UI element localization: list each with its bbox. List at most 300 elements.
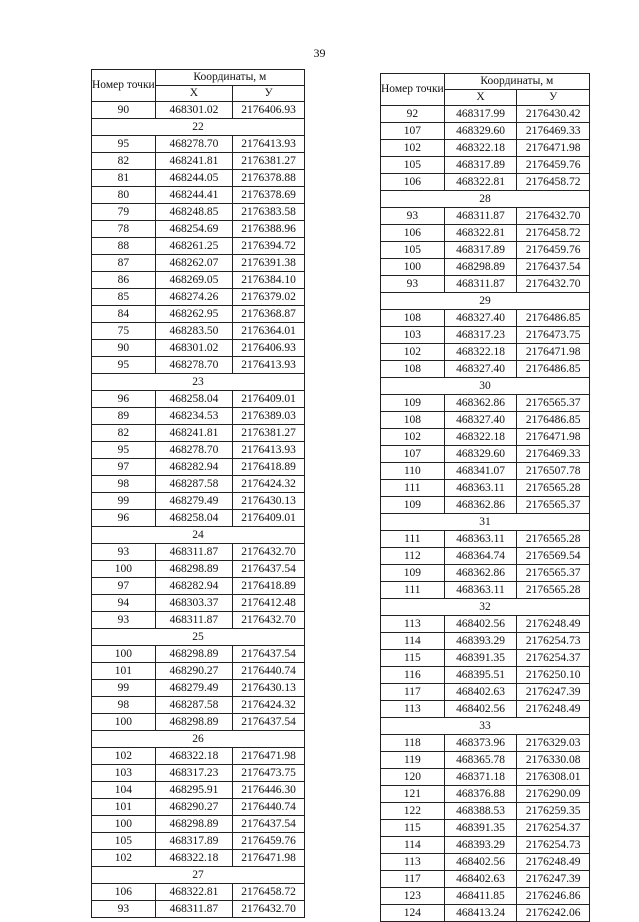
x-coordinate: 468327.40 <box>444 412 517 429</box>
point-number: 100 <box>92 561 156 578</box>
y-coordinate: 2176378.88 <box>233 170 305 187</box>
point-number: 93 <box>381 276 445 293</box>
table-row <box>381 837 590 854</box>
x-coordinate: 468362.86 <box>444 497 517 514</box>
table-row <box>381 361 590 378</box>
x-coordinate: 468364.74 <box>444 548 517 565</box>
point-number: 99 <box>92 493 156 510</box>
point-number: 108 <box>381 361 445 378</box>
x-coordinate: 468298.89 <box>155 816 232 833</box>
point-number: 112 <box>381 548 445 565</box>
point-number: 121 <box>381 786 445 803</box>
point-number: 93 <box>92 901 156 918</box>
x-coordinate: 468329.60 <box>444 123 517 140</box>
y-coordinate: 2176247.39 <box>517 684 590 701</box>
x-coordinate: 468393.29 <box>444 633 517 650</box>
coordinates-table-right <box>380 73 590 922</box>
section-number: 28 <box>381 191 590 208</box>
x-coordinate: 468317.23 <box>444 327 517 344</box>
x-coordinate: 468322.18 <box>444 344 517 361</box>
y-coordinate: 2176248.49 <box>517 854 590 871</box>
table-row <box>92 765 305 782</box>
point-number: 78 <box>92 221 156 238</box>
table-row <box>381 123 590 140</box>
section-number: 33 <box>381 718 590 735</box>
x-coordinate: 468376.88 <box>444 786 517 803</box>
table-row <box>92 901 305 918</box>
point-number: 87 <box>92 255 156 272</box>
point-number: 109 <box>381 565 445 582</box>
y-coordinate: 2176413.93 <box>233 442 305 459</box>
x-coordinate: 468298.89 <box>444 259 517 276</box>
section-row <box>381 718 590 735</box>
x-coordinate: 468298.89 <box>155 561 232 578</box>
x-coordinate: 468290.27 <box>155 663 232 680</box>
y-coordinate: 2176446.30 <box>233 782 305 799</box>
point-number: 84 <box>92 306 156 323</box>
y-coordinate: 2176486.85 <box>517 361 590 378</box>
point-number: 81 <box>92 170 156 187</box>
table-row <box>381 701 590 718</box>
point-number: 92 <box>381 106 445 123</box>
point-number-header: Номер точки <box>92 70 156 102</box>
y-coordinate: 2176430.13 <box>233 680 305 697</box>
y-header: У <box>233 86 305 102</box>
point-number: 105 <box>381 157 445 174</box>
point-number: 103 <box>381 327 445 344</box>
x-coordinate: 468248.85 <box>155 204 232 221</box>
y-coordinate: 2176437.54 <box>233 646 305 663</box>
section-number: 32 <box>381 599 590 616</box>
point-number: 106 <box>381 174 445 191</box>
y-coordinate: 2176437.54 <box>233 561 305 578</box>
y-coordinate: 2176469.33 <box>517 446 590 463</box>
y-coordinate: 2176391.38 <box>233 255 305 272</box>
x-coordinate: 468363.11 <box>444 582 517 599</box>
x-coordinate: 468402.56 <box>444 701 517 718</box>
x-coordinate: 468282.94 <box>155 578 232 595</box>
table-row <box>92 595 305 612</box>
point-number: 113 <box>381 701 445 718</box>
table-row <box>92 884 305 901</box>
section-number: 24 <box>92 527 305 544</box>
y-coordinate: 2176246.86 <box>517 888 590 905</box>
y-coordinate: 2176565.28 <box>517 531 590 548</box>
x-coordinate: 468311.87 <box>155 612 232 629</box>
y-coordinate: 2176471.98 <box>233 850 305 867</box>
coordinates-header: Координаты, м <box>155 70 304 86</box>
table-row <box>92 153 305 170</box>
table-row <box>92 799 305 816</box>
x-coordinate: 468262.07 <box>155 255 232 272</box>
point-number: 82 <box>92 153 156 170</box>
table-row <box>381 344 590 361</box>
table-row <box>381 820 590 837</box>
point-number: 113 <box>381 854 445 871</box>
table-row <box>92 425 305 442</box>
y-coordinate: 2176424.32 <box>233 697 305 714</box>
section-number: 22 <box>92 119 305 136</box>
point-number: 107 <box>381 123 445 140</box>
point-number: 99 <box>92 680 156 697</box>
point-number: 109 <box>381 497 445 514</box>
y-coordinate: 2176290.09 <box>517 786 590 803</box>
point-number: 109 <box>381 395 445 412</box>
y-coordinate: 2176459.76 <box>517 157 590 174</box>
point-number-header: Номер точки <box>381 74 445 106</box>
point-number: 97 <box>92 578 156 595</box>
table-row <box>381 140 590 157</box>
point-number: 102 <box>381 344 445 361</box>
table-row <box>381 446 590 463</box>
x-coordinate: 468279.49 <box>155 680 232 697</box>
x-coordinate: 468298.89 <box>155 646 232 663</box>
table-row <box>92 170 305 187</box>
table-row <box>92 680 305 697</box>
table-row <box>92 187 305 204</box>
x-coordinate: 468244.41 <box>155 187 232 204</box>
x-coordinate: 468391.35 <box>444 820 517 837</box>
table-row <box>381 395 590 412</box>
y-coordinate: 2176381.27 <box>233 425 305 442</box>
point-number: 90 <box>92 102 156 119</box>
point-number: 110 <box>381 463 445 480</box>
table-row <box>92 442 305 459</box>
table-row <box>92 646 305 663</box>
table-row <box>381 327 590 344</box>
y-coordinate: 2176247.39 <box>517 871 590 888</box>
y-header: У <box>517 90 590 106</box>
point-number: 93 <box>92 544 156 561</box>
y-coordinate: 2176458.72 <box>517 225 590 242</box>
x-coordinate: 468402.63 <box>444 684 517 701</box>
x-coordinate: 468322.81 <box>155 884 232 901</box>
table-row <box>92 816 305 833</box>
y-coordinate: 2176254.37 <box>517 650 590 667</box>
y-coordinate: 2176565.37 <box>517 395 590 412</box>
y-coordinate: 2176486.85 <box>517 412 590 429</box>
point-number: 100 <box>92 714 156 731</box>
point-number: 79 <box>92 204 156 221</box>
x-coordinate: 468317.89 <box>444 242 517 259</box>
y-coordinate: 2176413.93 <box>233 136 305 153</box>
x-coordinate: 468327.40 <box>444 361 517 378</box>
x-coordinate: 468413.24 <box>444 905 517 922</box>
x-coordinate: 468393.29 <box>444 837 517 854</box>
x-coordinate: 468365.78 <box>444 752 517 769</box>
x-coordinate: 468311.87 <box>155 901 232 918</box>
table-row <box>92 697 305 714</box>
x-coordinate: 468322.18 <box>155 850 232 867</box>
table-row <box>381 633 590 650</box>
point-number: 118 <box>381 735 445 752</box>
y-coordinate: 2176565.37 <box>517 565 590 582</box>
y-coordinate: 2176458.72 <box>233 884 305 901</box>
section-number: 29 <box>381 293 590 310</box>
coordinates-table-left <box>91 69 305 918</box>
table-row <box>92 544 305 561</box>
point-number: 122 <box>381 803 445 820</box>
point-number: 119 <box>381 752 445 769</box>
x-coordinate: 468322.18 <box>444 429 517 446</box>
point-number: 100 <box>92 646 156 663</box>
point-number: 105 <box>381 242 445 259</box>
x-coordinate: 468362.86 <box>444 565 517 582</box>
y-coordinate: 2176565.28 <box>517 480 590 497</box>
point-number: 88 <box>92 238 156 255</box>
table-row <box>381 259 590 276</box>
section-number: 25 <box>92 629 305 646</box>
x-coordinate: 468295.91 <box>155 782 232 799</box>
section-number: 30 <box>381 378 590 395</box>
point-number: 103 <box>92 765 156 782</box>
x-coordinate: 468282.94 <box>155 459 232 476</box>
coordinates-header: Координаты, м <box>444 74 589 90</box>
section-row <box>92 867 305 884</box>
x-coordinate: 468262.95 <box>155 306 232 323</box>
y-coordinate: 2176437.54 <box>233 816 305 833</box>
x-coordinate: 468317.99 <box>444 106 517 123</box>
x-coordinate: 468241.81 <box>155 153 232 170</box>
y-coordinate: 2176430.13 <box>233 493 305 510</box>
section-row <box>381 293 590 310</box>
y-coordinate: 2176418.89 <box>233 578 305 595</box>
y-coordinate: 2176248.49 <box>517 616 590 633</box>
table-row <box>381 463 590 480</box>
x-coordinate: 468411.85 <box>444 888 517 905</box>
y-coordinate: 2176471.98 <box>517 140 590 157</box>
point-number: 96 <box>92 391 156 408</box>
y-coordinate: 2176569.54 <box>517 548 590 565</box>
table-row <box>381 735 590 752</box>
x-coordinate: 468301.02 <box>155 340 232 357</box>
x-coordinate: 468258.04 <box>155 510 232 527</box>
section-row <box>381 378 590 395</box>
x-coordinate: 468329.60 <box>444 446 517 463</box>
table-row <box>381 888 590 905</box>
point-number: 93 <box>92 612 156 629</box>
y-coordinate: 2176432.70 <box>233 901 305 918</box>
table-row <box>92 102 305 119</box>
x-coordinate: 468341.07 <box>444 463 517 480</box>
table-row <box>92 663 305 680</box>
x-coordinate: 468258.04 <box>155 391 232 408</box>
table-row <box>381 684 590 701</box>
y-coordinate: 2176254.73 <box>517 633 590 650</box>
y-coordinate: 2176432.70 <box>233 612 305 629</box>
x-coordinate: 468283.50 <box>155 323 232 340</box>
x-coordinate: 468278.70 <box>155 357 232 374</box>
table-row <box>92 612 305 629</box>
x-coordinate: 468322.81 <box>444 174 517 191</box>
point-number: 95 <box>92 357 156 374</box>
point-number: 113 <box>381 616 445 633</box>
y-coordinate: 2176308.01 <box>517 769 590 786</box>
y-coordinate: 2176250.10 <box>517 667 590 684</box>
x-coordinate: 468311.87 <box>444 276 517 293</box>
table-row <box>92 136 305 153</box>
table-row <box>92 476 305 493</box>
point-number: 114 <box>381 633 445 650</box>
section-row <box>92 119 305 136</box>
table-row <box>381 582 590 599</box>
y-coordinate: 2176430.42 <box>517 106 590 123</box>
x-coordinate: 468391.35 <box>444 650 517 667</box>
y-coordinate: 2176412.48 <box>233 595 305 612</box>
y-coordinate: 2176440.74 <box>233 663 305 680</box>
y-coordinate: 2176418.89 <box>233 459 305 476</box>
y-coordinate: 2176565.28 <box>517 582 590 599</box>
y-coordinate: 2176471.98 <box>233 748 305 765</box>
point-number: 80 <box>92 187 156 204</box>
point-number: 115 <box>381 820 445 837</box>
table-row <box>381 803 590 820</box>
section-number: 26 <box>92 731 305 748</box>
x-coordinate: 468402.56 <box>444 854 517 871</box>
x-coordinate: 468402.63 <box>444 871 517 888</box>
point-number: 111 <box>381 531 445 548</box>
point-number: 123 <box>381 888 445 905</box>
x-coordinate: 468290.27 <box>155 799 232 816</box>
point-number: 120 <box>381 769 445 786</box>
point-number: 106 <box>381 225 445 242</box>
point-number: 102 <box>92 748 156 765</box>
y-coordinate: 2176432.70 <box>517 208 590 225</box>
table-row <box>92 357 305 374</box>
table-row <box>92 272 305 289</box>
y-coordinate: 2176254.73 <box>517 837 590 854</box>
point-number: 105 <box>92 833 156 850</box>
y-coordinate: 2176364.01 <box>233 323 305 340</box>
point-number: 115 <box>381 650 445 667</box>
x-coordinate: 468279.49 <box>155 493 232 510</box>
x-coordinate: 468269.05 <box>155 272 232 289</box>
table-row <box>92 748 305 765</box>
x-coordinate: 468388.53 <box>444 803 517 820</box>
section-row <box>381 514 590 531</box>
section-row <box>381 191 590 208</box>
x-coordinate: 468317.89 <box>155 833 232 850</box>
table-row <box>92 306 305 323</box>
x-coordinate: 468317.89 <box>444 157 517 174</box>
table-row <box>92 561 305 578</box>
x-coordinate: 468327.40 <box>444 310 517 327</box>
section-number: 27 <box>92 867 305 884</box>
point-number: 106 <box>92 884 156 901</box>
point-number: 75 <box>92 323 156 340</box>
x-coordinate: 468234.53 <box>155 408 232 425</box>
y-coordinate: 2176259.35 <box>517 803 590 820</box>
table-row <box>381 769 590 786</box>
point-number: 102 <box>381 140 445 157</box>
section-row <box>92 374 305 391</box>
point-number: 96 <box>92 510 156 527</box>
table-row <box>92 493 305 510</box>
table-row <box>92 510 305 527</box>
y-coordinate: 2176565.37 <box>517 497 590 514</box>
section-row <box>92 527 305 544</box>
point-number: 117 <box>381 871 445 888</box>
point-number: 98 <box>92 697 156 714</box>
y-coordinate: 2176432.70 <box>233 544 305 561</box>
table-row <box>381 650 590 667</box>
x-coordinate: 468278.70 <box>155 136 232 153</box>
table-row <box>381 276 590 293</box>
point-number: 85 <box>92 289 156 306</box>
table-row <box>92 833 305 850</box>
x-coordinate: 468311.87 <box>155 544 232 561</box>
x-coordinate: 468287.58 <box>155 697 232 714</box>
point-number: 93 <box>381 208 445 225</box>
x-coordinate: 468298.89 <box>155 714 232 731</box>
y-coordinate: 2176432.70 <box>517 276 590 293</box>
y-coordinate: 2176424.32 <box>233 476 305 493</box>
x-coordinate: 468322.18 <box>444 140 517 157</box>
point-number: 82 <box>92 425 156 442</box>
point-number: 102 <box>381 429 445 446</box>
section-number: 23 <box>92 374 305 391</box>
x-coordinate: 468241.81 <box>155 425 232 442</box>
point-number: 111 <box>381 582 445 599</box>
x-header: X <box>155 86 232 102</box>
point-number: 108 <box>381 310 445 327</box>
x-coordinate: 468373.96 <box>444 735 517 752</box>
table-row <box>92 850 305 867</box>
point-number: 104 <box>92 782 156 799</box>
point-number: 101 <box>92 663 156 680</box>
y-coordinate: 2176507.78 <box>517 463 590 480</box>
x-coordinate: 468363.11 <box>444 531 517 548</box>
point-number: 100 <box>381 259 445 276</box>
point-number: 100 <box>92 816 156 833</box>
point-number: 114 <box>381 837 445 854</box>
y-coordinate: 2176406.93 <box>233 102 305 119</box>
table-row <box>92 238 305 255</box>
y-coordinate: 2176254.37 <box>517 820 590 837</box>
y-coordinate: 2176242.06 <box>517 905 590 922</box>
y-coordinate: 2176409.01 <box>233 391 305 408</box>
y-coordinate: 2176473.75 <box>517 327 590 344</box>
y-coordinate: 2176381.27 <box>233 153 305 170</box>
point-number: 108 <box>381 412 445 429</box>
x-coordinate: 468303.37 <box>155 595 232 612</box>
x-coordinate: 468317.23 <box>155 765 232 782</box>
x-coordinate: 468362.86 <box>444 395 517 412</box>
y-coordinate: 2176459.76 <box>233 833 305 850</box>
y-coordinate: 2176329.03 <box>517 735 590 752</box>
x-coordinate: 468261.25 <box>155 238 232 255</box>
y-coordinate: 2176471.98 <box>517 344 590 361</box>
table-row <box>381 667 590 684</box>
point-number: 90 <box>92 340 156 357</box>
table-row <box>381 531 590 548</box>
x-coordinate: 468287.58 <box>155 476 232 493</box>
table-row <box>92 289 305 306</box>
table-row <box>92 323 305 340</box>
y-coordinate: 2176389.03 <box>233 408 305 425</box>
y-coordinate: 2176406.93 <box>233 340 305 357</box>
point-number: 94 <box>92 595 156 612</box>
table-row <box>381 548 590 565</box>
table-row <box>381 174 590 191</box>
x-coordinate: 468402.56 <box>444 616 517 633</box>
y-coordinate: 2176437.54 <box>517 259 590 276</box>
x-coordinate: 468301.02 <box>155 102 232 119</box>
table-row <box>381 480 590 497</box>
table-row <box>92 255 305 272</box>
table-row <box>92 782 305 799</box>
page-number: 39 <box>313 46 326 60</box>
